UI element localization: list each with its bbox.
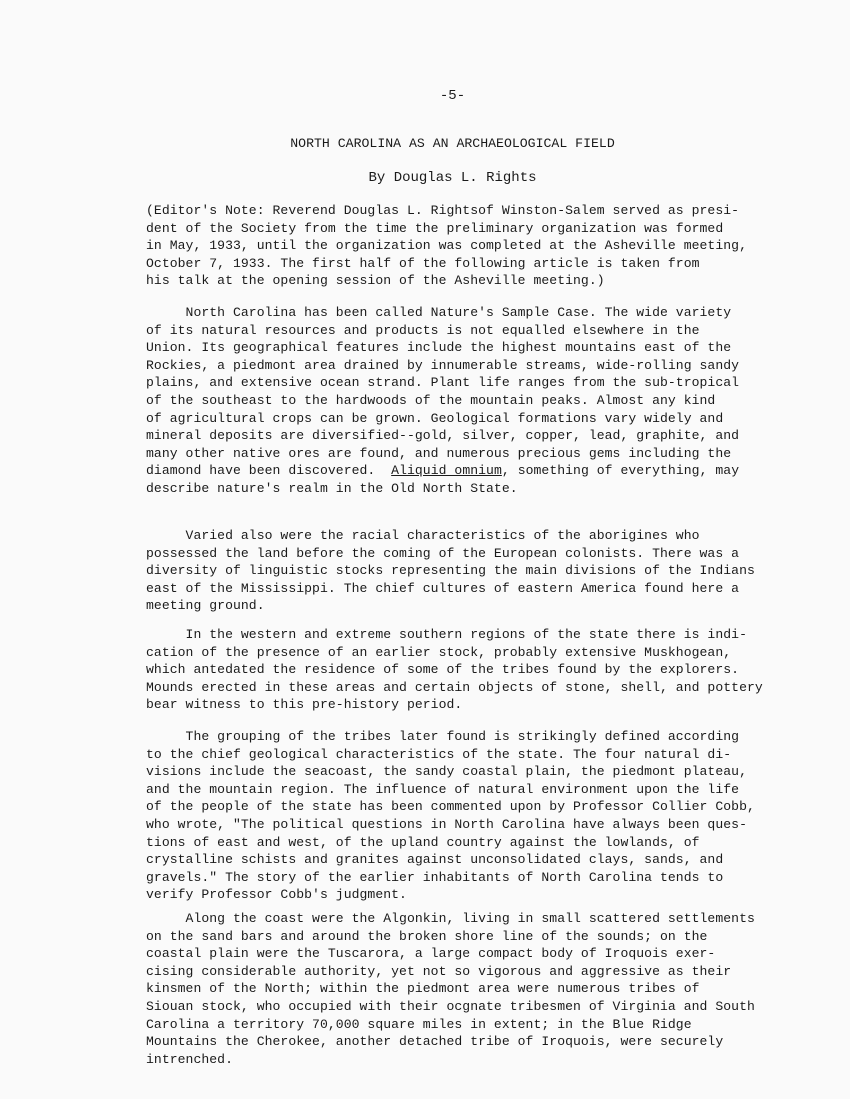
editors-note-paragraph — [146, 202, 846, 290]
text-line: of the people of the state has been commented upon by Professor Collier Cobb, — [146, 799, 755, 815]
text-line-mixed — [146, 462, 846, 480]
text-line: visions include the seacoast, the sandy coastal plain, the piedmont plateau, — [146, 764, 747, 780]
text-line: cation of the presence of an earlier stock, probably extensive Muskhogean, — [146, 644, 732, 660]
text-line: intrenched. — [146, 1051, 233, 1067]
text-line: verify Professor Cobb's judgment. — [146, 887, 407, 903]
paragraph-tribe-grouping — [146, 728, 846, 904]
text-line: on the sand bars and around the broken shore line of the sounds; on the — [146, 928, 708, 944]
text-line: Mountains the Cherokee, another detached tribe of Iroquois, were securely — [146, 1034, 724, 1050]
paragraph-natures-sample-case — [146, 304, 846, 498]
text-line: many other native ores are found, and numerous precious gems including the — [146, 445, 732, 461]
text-line: plains, and extensive ocean strand. Plant life ranges from the sub-tropical — [146, 375, 740, 391]
text-line: who wrote, "The political questions in North Carolina have always been ques- — [146, 816, 747, 832]
text-line: Union. Its geographical features include the highest mountains east of the — [146, 340, 732, 356]
paragraph-earlier-stock — [146, 626, 846, 714]
text-line: east of the Mississippi. The chief cultures of eastern America found here a — [146, 580, 740, 596]
text-run: diamond have been discovered. — [146, 463, 376, 479]
text-line: Mounds erected in these areas and certain objects of stone, shell, and pottery — [146, 679, 763, 695]
text-line: of the southeast to the hardwoods of the mountain peaks. Almost any kind — [146, 392, 716, 408]
text-line: his talk at the opening session of the Asheville meeting.) — [146, 273, 605, 289]
text-line: in May, 1933, until the organization was completed at the Asheville meeting, — [146, 238, 747, 254]
text-line: Varied also were the racial characteristics of the aborigines who — [146, 528, 700, 543]
underlined-phrase: Aliquid omnium — [391, 463, 502, 479]
text-line: In the western and extreme southern regions of the state there is indi- — [146, 627, 747, 642]
text-line: meeting ground. — [146, 598, 265, 614]
paragraph-racial-characteristics — [146, 527, 846, 615]
text-line: describe nature's realm in the Old North State. — [146, 480, 518, 496]
text-line: possessed the land before the coming of the European colonists. There was a — [146, 545, 740, 561]
page-number: -5- — [439, 88, 466, 104]
text-line: diversity of linguistic stocks representing the main divisions of the Indians — [146, 563, 755, 579]
text-line: dent of the Society from the time the preliminary organization was formed — [146, 220, 724, 236]
text-line: gravels." The story of the earlier inhabitants of North Carolina tends to — [146, 869, 724, 885]
text-line: Rockies, a piedmont area drained by innumerable streams, wide-rolling sandy — [146, 357, 740, 373]
text-line: Siouan stock, who occupied with their ocgnate tribesmen of Virginia and South — [146, 998, 755, 1014]
paragraph-along-the-coast — [146, 910, 846, 1068]
text-line: October 7, 1933. The first half of the following article is taken from — [146, 255, 700, 271]
text-line: and the mountain region. The influence of natural environment upon the life — [146, 781, 740, 797]
text-line: tions of east and west, of the upland country against the lowlands, of — [146, 834, 700, 850]
text-run: , something of everything, may — [501, 463, 740, 479]
text-line: which antedated the residence of some of the tribes found by the explorers. — [146, 662, 740, 678]
text-line: crystalline schists and granites against unconsolidated clays, sands, and — [146, 852, 724, 868]
text-line: Carolina a territory 70,000 square miles in extent; in the Blue Ridge — [146, 1016, 692, 1032]
text-line: Along the coast were the Algonkin, living in small scattered settlements — [146, 911, 755, 926]
byline: By Douglas L. Rights — [368, 170, 537, 186]
text-line: cising considerable authority, yet not so vigorous and aggressive as their — [146, 963, 732, 979]
text-line: of agricultural crops can be grown. Geological formations vary widely and — [146, 410, 724, 426]
text-line: to the chief geological characteristics of the state. The four natural di- — [146, 746, 732, 762]
text-line: (Editor's Note: Reverend Douglas L. Rightsof Winston-Salem served as presi- — [146, 203, 740, 218]
text-line: kinsmen of the North; within the piedmont area were numerous tribes of — [146, 981, 700, 997]
text-line: bear witness to this pre-history period. — [146, 697, 463, 713]
text-line: of its natural resources and products is not equalled elsewhere in the — [146, 322, 700, 338]
text-line: coastal plain were the Tuscarora, a large compact body of Iroquois exer- — [146, 946, 716, 962]
text-line: The grouping of the tribes later found is strikingly defined according — [146, 729, 740, 744]
article-title: NORTH CAROLINA AS AN ARCHAEOLOGICAL FIELD — [290, 136, 615, 151]
text-line: mineral deposits are diversified--gold, silver, copper, lead, graphite, and — [146, 428, 740, 444]
text-line: North Carolina has been called Nature's Sample Case. The wide variety — [146, 305, 732, 320]
